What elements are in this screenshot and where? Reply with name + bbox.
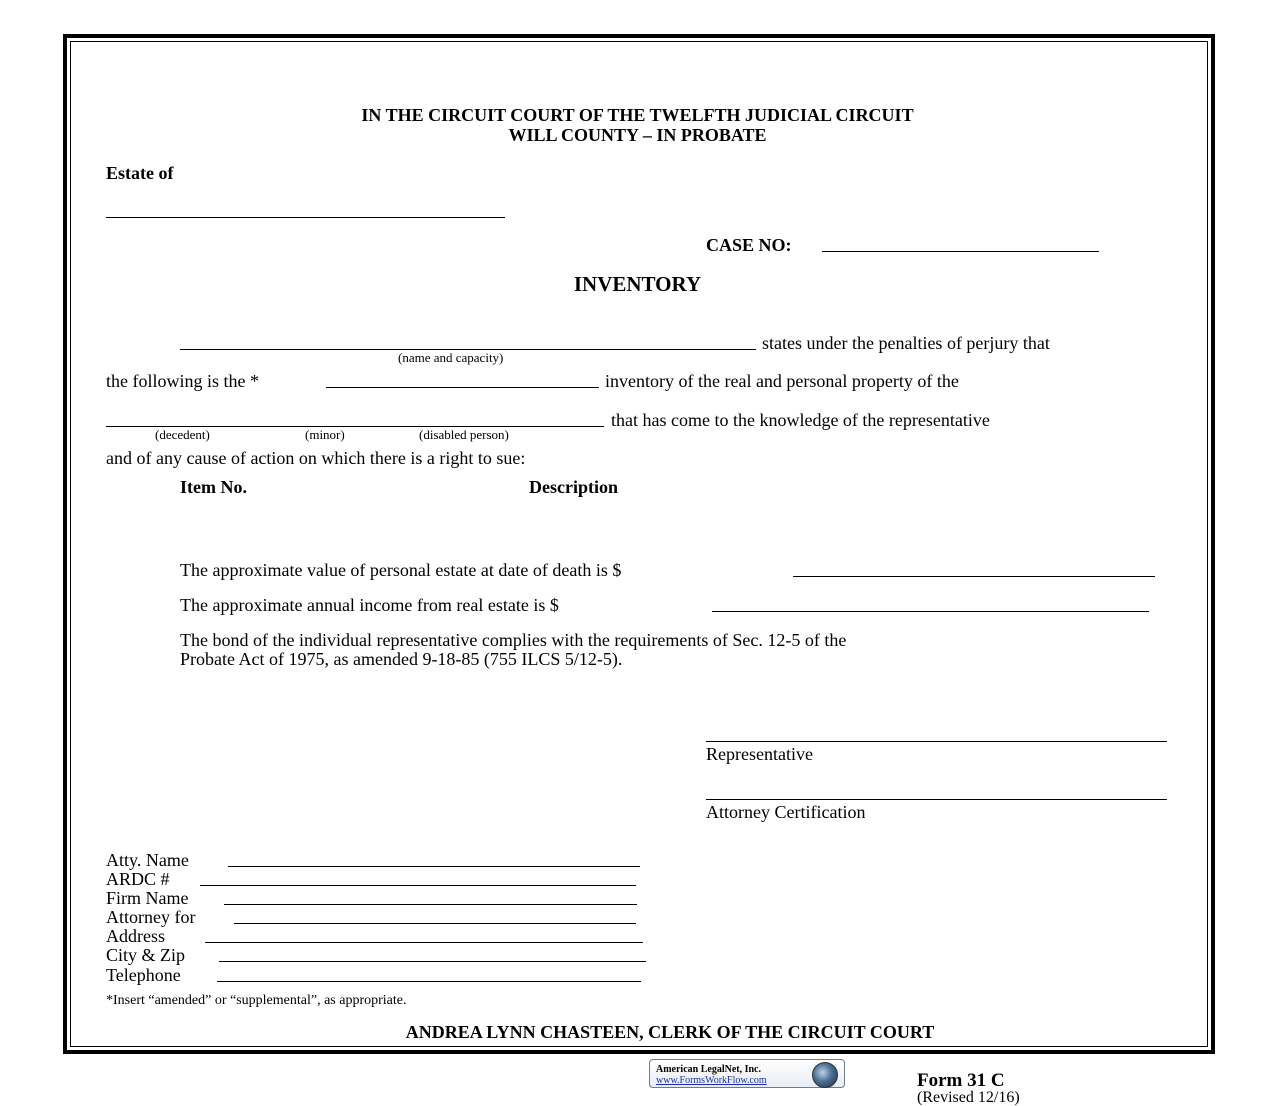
annual-income-line[interactable] bbox=[712, 611, 1149, 612]
footnote: *Insert “amended” or “supplemental”, as appropriate. bbox=[106, 993, 407, 1008]
minor-caption: (minor) bbox=[305, 427, 345, 442]
cause-of-action-text: and of any cause of action on which there is a right to sue: bbox=[106, 448, 526, 468]
telephone-line[interactable] bbox=[217, 981, 641, 982]
form-id bbox=[909, 1055, 1020, 1106]
attorney-for-line[interactable] bbox=[234, 923, 636, 924]
page-border-inner bbox=[70, 41, 1208, 1047]
publisher-url[interactable]: www.FormsWorkFlow.com bbox=[656, 1075, 767, 1086]
attorney-certification-label: Attorney Certification bbox=[706, 802, 866, 822]
bond-text-line2: Probate Act of 1975, as amended 9-18-85 (755 ILCS 5/12-5). bbox=[180, 649, 623, 669]
bond-text-line1: The bond of the individual representative complies with the requirements of Sec. 12-5 of the bbox=[180, 630, 847, 650]
inventory-text: inventory of the real and personal property of the bbox=[605, 371, 959, 391]
document-title: INVENTORY bbox=[573, 272, 702, 296]
ardc-line[interactable] bbox=[200, 885, 636, 886]
estate-name-line[interactable] bbox=[106, 217, 505, 218]
firm-name-label: Firm Name bbox=[106, 888, 189, 908]
representative-label: Representative bbox=[706, 744, 813, 764]
address-line[interactable] bbox=[205, 942, 643, 943]
address-label: Address bbox=[106, 926, 165, 946]
form-number: Form 31 C bbox=[917, 1070, 1005, 1091]
atty-name-line[interactable] bbox=[228, 866, 640, 867]
attorney-for-label: Attorney for bbox=[106, 907, 196, 927]
case-no-line[interactable] bbox=[822, 251, 1099, 252]
personal-estate-line[interactable] bbox=[793, 576, 1155, 577]
attorney-signature-line[interactable] bbox=[706, 799, 1167, 800]
following-text: the following is the * bbox=[106, 371, 259, 391]
publisher-logo[interactable] bbox=[649, 1059, 845, 1088]
representative-signature-line[interactable] bbox=[706, 741, 1167, 742]
item-no-header: Item No. bbox=[180, 477, 247, 497]
annual-income-text: The approximate annual income from real estate is $ bbox=[180, 595, 559, 615]
clerk-name: ANDREA LYNN CHASTEEN, CLERK OF THE CIRCUIT COURT bbox=[405, 1022, 935, 1042]
firm-name-line[interactable] bbox=[224, 904, 637, 905]
telephone-label: Telephone bbox=[106, 965, 181, 985]
perjury-text: states under the penalties of perjury that bbox=[762, 333, 1050, 353]
county-heading: WILL COUNTY – IN PROBATE bbox=[508, 125, 767, 145]
inventory-type-line[interactable] bbox=[326, 387, 599, 388]
description-header: Description bbox=[529, 477, 618, 497]
estate-of-label: Estate of bbox=[106, 163, 174, 183]
city-zip-label: City & Zip bbox=[106, 945, 186, 965]
case-no-label: CASE NO: bbox=[706, 235, 792, 255]
publisher-name: American LegalNet, Inc. bbox=[656, 1064, 761, 1075]
form-revised: (Revised 12/16) bbox=[917, 1089, 1020, 1106]
court-heading: IN THE CIRCUIT COURT OF THE TWELFTH JUDICIAL CIRCUIT bbox=[361, 105, 914, 125]
personal-estate-text: The approximate value of personal estate at date of death is $ bbox=[180, 560, 622, 580]
city-zip-line[interactable] bbox=[219, 961, 646, 962]
atty-name-label: Atty. Name bbox=[106, 850, 189, 870]
ardc-label: ARDC # bbox=[106, 869, 170, 889]
globe-icon bbox=[812, 1062, 838, 1088]
disabled-caption: (disabled person) bbox=[419, 427, 509, 442]
name-capacity-caption: (name and capacity) bbox=[398, 350, 504, 365]
decedent-caption: (decedent) bbox=[155, 427, 210, 442]
knowledge-text: that has come to the knowledge of the representative bbox=[611, 410, 990, 430]
